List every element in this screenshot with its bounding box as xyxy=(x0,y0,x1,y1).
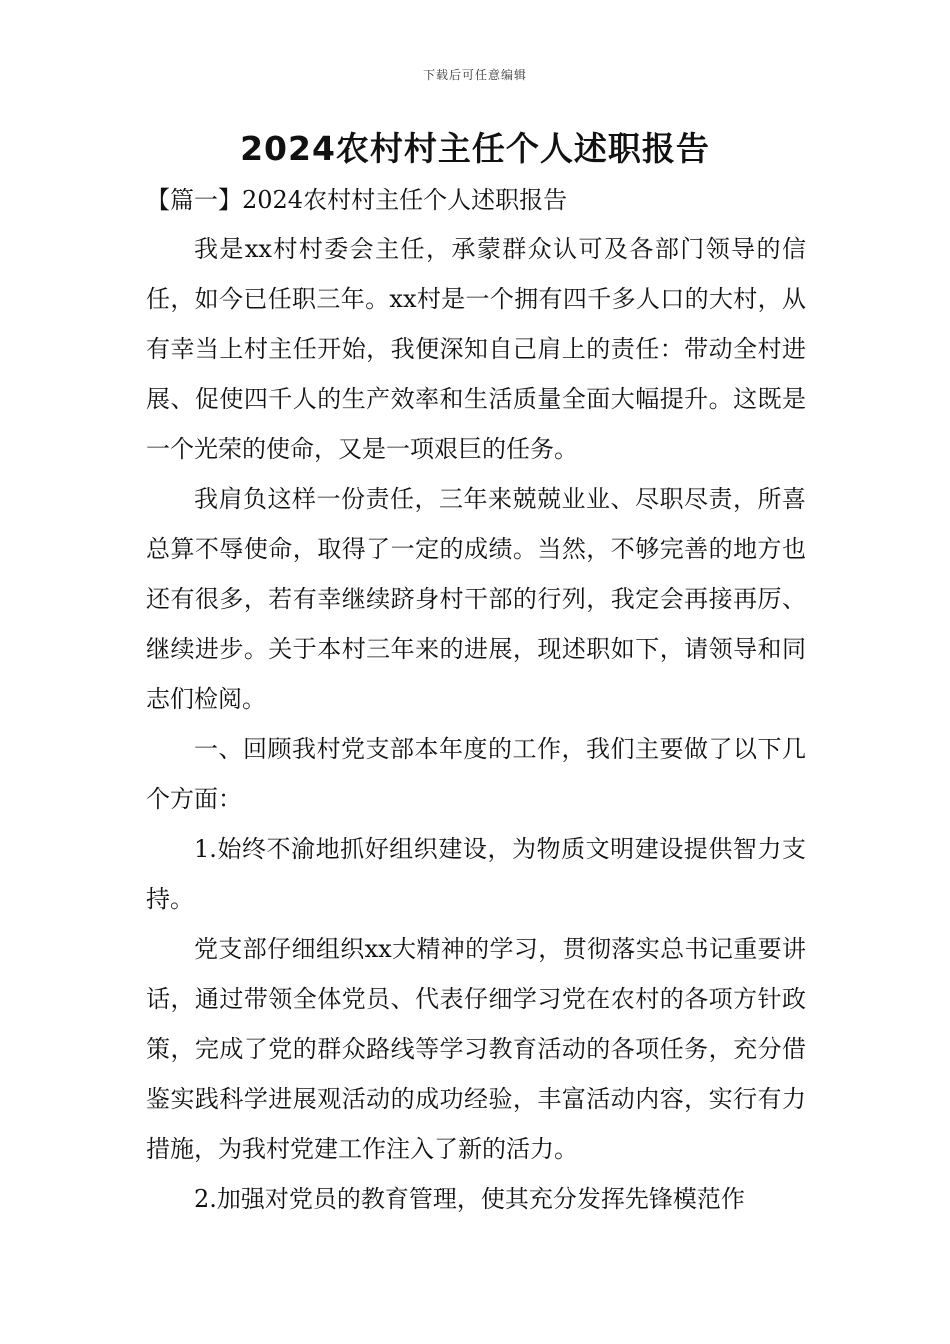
paragraph: 党支部仔细组织xx大精神的学习，贯彻落实总书记重要讲话，通过带领全体党员、代表仔细学习党在农村的各项方针政策，完成了党的群众路线等学习教育活动的各项任务，充分借鉴实践科学进展观活动的成功经验，丰富活动内容，实行有力措施，为我村党建工作注入了新的活力。 xyxy=(146,935,806,1163)
paragraph: 2.加强对党员的教育管理，使其充分发挥先锋模范作 xyxy=(194,1185,745,1213)
paragraph: 我是xx村村委会主任，承蒙群众认可及各部门领导的信任，如今已任职三年。xx村是一个拥有四千多人口的大村，从有幸当上村主任开始，我便深知自己肩上的责任：带动全村进展、促使四千人的生产效率和生活质量全面大幅提升。这既是一个光荣的使命，又是一项艰巨的任务。 xyxy=(146,235,806,463)
paragraph: 1.始终不渝地抓好组织建设，为物质文明建设提供智力支持。 xyxy=(146,835,806,913)
paragraph: 我肩负这样一份责任，三年来兢兢业业、尽职尽责，所喜总算不辱使命，取得了一定的成绩。当然，不够完善的地方也还有很多，若有幸继续跻身村干部的行列，我定会再接再厉、继续进步。关于本村三年来的进展，现述职如下，请领导和同志们检阅。 xyxy=(146,485,806,713)
document-body xyxy=(146,224,806,1224)
header-note: 下载后可任意编辑 xyxy=(422,68,527,82)
section-heading: 【篇一】2024农村村主任个人述职报告 xyxy=(146,186,568,214)
document-title: 2024农村村主任个人述职报告 xyxy=(240,129,710,168)
paragraph: 一、回顾我村党支部本年度的工作，我们主要做了以下几个方面： xyxy=(146,735,806,813)
